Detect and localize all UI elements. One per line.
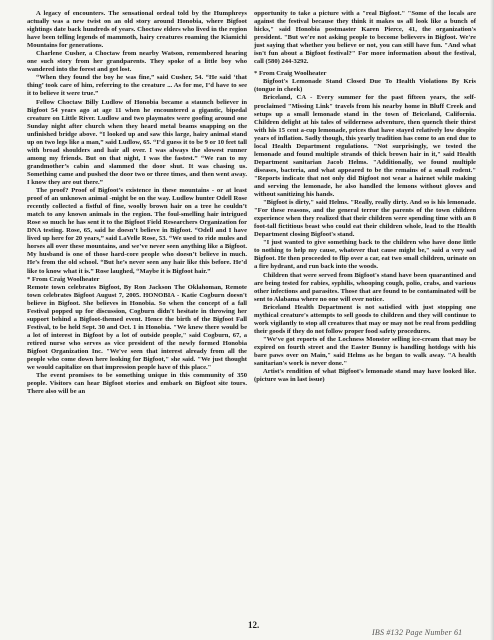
page-number: 12. <box>248 620 260 630</box>
article-paragraph: Children that were served from Bigfoot's stand have been quarantined and are being tested for rabies, syphilis, whooping cough, polio, crabs, and various other infections and parasites. Those that are found to be contaminated will be sent to Alabama where no one will ever notice. <box>254 271 476 303</box>
article-paragraph: "We've got reports of the Lochness Monster selling ice-cream that may be expired on fourth street and the Easter Bunny is handling hotdogs with his bare paws over on Main," said Helms as he began to walk away. "A health sanitarian's work is never done." <box>254 335 476 368</box>
article-paragraph: opportunity to take a picture with a "real Bigfoot." "Some of the locals are against the festival because they think it makes us all look like a bunch of hicks," said Honobia postmaster Karen Pierce, 41, the organization's president. "But we're not asking people to become believers in Bigfoot. We're just saying that whether you believe or not, you can still have fun. "And what isn't fun about a Bigfoot festival?" For more information about the festival, call (580) 244-3292. <box>254 10 476 66</box>
article-paragraph: * From Craig Woolheater <box>254 70 327 78</box>
article-paragraph: “When they found the boy he was fine,” said Cusher, 54. “He said ‘that thing’ took care of him, referring to the creature ... As for me, I’d have to see it to believe it were true.” <box>27 74 247 98</box>
left-column <box>27 10 247 396</box>
article-paragraph: The event promises to be something unique in this community of 350 people. Visitors can hear Bigfoot stories and embark on Bigfoot site tours. There also will be an <box>27 372 247 396</box>
article-paragraph: Bigfoot's Lemonade Stand Closed Due To Health Violations By Kris (tongue in cheek) <box>254 78 476 94</box>
article-paragraph: A legacy of encounters. The sensational ordeal told by the Humphreys actually was a new twist on an old story around Honobia, where Bigfoot sightings date back hundreds of years. Choctaw elders who lived in the region have been telling legends of mammoth, hairy creatures roaming the Kiamichi Mountains for generations. <box>27 10 247 50</box>
article-paragraph: * From Craig Woolheater <box>27 275 100 283</box>
page-edge-shadow <box>490 0 494 640</box>
article-paragraph: "I just wanted to give something back to the children who have done little to nothing to help my cause, whatever that cause might be," said a very sad Bigfoot. He then proceeded to flip over a car, eat two small children, urinate on a fire hydrant, and run back into the woods. <box>254 239 476 271</box>
right-column <box>254 10 476 384</box>
issue-code: IBS #132 Page Number 61 <box>372 628 463 637</box>
article-paragraph: Artist's rendition of what Bigfoot's lemonade stand may have looked like. (picture was in last issue) <box>254 368 476 384</box>
article-paragraph: Fellow Choctaw Billy Ludlow of Honobia became a staunch believer in Bigfoot 54 years ago at age 11 when he encountered a gigantic, bipedal creature on Little River. Ludlow and two playmates were goofing around one Sunday night after church when they heard metal beams snapping on the unfinished bridge above. “I looked up and saw this large, hairy animal stand up on two legs like a man,” said Ludlow, 65. “I’d guess it to be 9 or 10 feet tall with broad shoulders and hair all over. I was always the slowest runner among my friends. But on that night, I was the fastest.” “We ran to my grandmother’s cabin and slammed the door shut. It was chasing us. Something came and pushed the door two or three times, and then went away. I know they are out there.” <box>27 98 247 186</box>
article-paragraph: Briceland, CA - Every summer for the past fifteen years, the self-proclaimed "Missing Link" travels from his nearby home in Bluff Creek and setups up a small lemonade stand in the town of Briceland, California. Children delight at his tales of wilderness adventure, then quench their thirst with his 15 cent a-cup lemonade, prices that have stayed relatively low despite years of inflation. Sadly though, this yearly tradition has come to an end due to local Health Department regulations. "Not surprisingly, we tested the lemonade and found multiple strands of thick brown hair in it," said Health Department sanitarian Jacob Helms. "Additionally, we found multiple diseases, bacteria, and what appeared to be the remains of a small rodent." "Reports indicate that not only did Bigfoot not wear a hairnet while making and serving the lemonade, he also handled the lemons without gloves and without sanitizing his hands. <box>254 94 476 199</box>
article-paragraph: "Bigfoot is dirty," said Helms. "Really, really dirty. And so is his lemonade. "For these reasons, and the general terror the parents of the town children experience when they realized that their children were spending time with an 8 foot-tall fictitious beast who could eat their children whole, lead to the Health Department closing Bigfoot's stand. <box>254 199 476 239</box>
article-paragraph: Remote town celebrates Bigfoot, By Ron Jackson The Oklahoman, Remote town celebrates Bigfoot August 7, 2005. HONOBIA - Katie Cogburn doesn't believe in Bigfoot. She believes in Honobia. So when the concept of a fall Festival popped up for discussion, Cogburn didn't hesitate in throwing her support behind a Bigfoot-themed event. Hence the birth of the Bigfoot Fall Festival, to be held Sept. 30 and Oct. 1 in Honobia. "We knew there would be a lot of interest in Bigfoot by a lot of outside people," said Cogburn, 67, a retired nurse who serves as vice president of the newly formed Honobia Bigfoot Organization Inc. "We've seen that interest already from all the people who come down here looking for Bigfoot," she said. "We just thought we would capitalize on that impression people have of this place." <box>27 283 247 372</box>
article-paragraph: Charlene Cusher, a Choctaw from nearby Watson, remembered hearing one such story from her grandparents. They spoke of a little boy who wandered into the forest and got lost. <box>27 50 247 74</box>
article-paragraph: The proof? Proof of Bigfoot’s existence in these mountains - or at least proof of an unknown animal -might be on the way. Ludlow hunter Odell Rose recently collected a fistful of fine, woolly brown hair on a tree he couldn’t match to any known animals in the region. The foul-smelling hair intrigued Rose so much he has sent it to the Bigfoot Field Researchers Organization for DNA testing. Rose, 65, said he doesn’t believe in Bigfoot. “Odell and I have lived up here for 20 years,” said LaVelle Rose, 53. “We used to ride mules and horses all over these mountains, and we’ve never seen anything like a Bigfoot. My husband is one of those hard-core people who doesn’t believe in much. He’s from the old school. “But he’s never seen any hair like this before. He’d like to know what it is.” Rose laughed, “Maybe it is Bigfoot hair.” <box>27 187 247 275</box>
article-paragraph: Briceland Health Department is not satisfied with just stopping one mythical creature's attempts to sell goods to children and they will continue to work vigilantly to stop all creatures that may or may not be real from peddling their goods if they do not follow proper food safety procedures. <box>254 303 476 335</box>
